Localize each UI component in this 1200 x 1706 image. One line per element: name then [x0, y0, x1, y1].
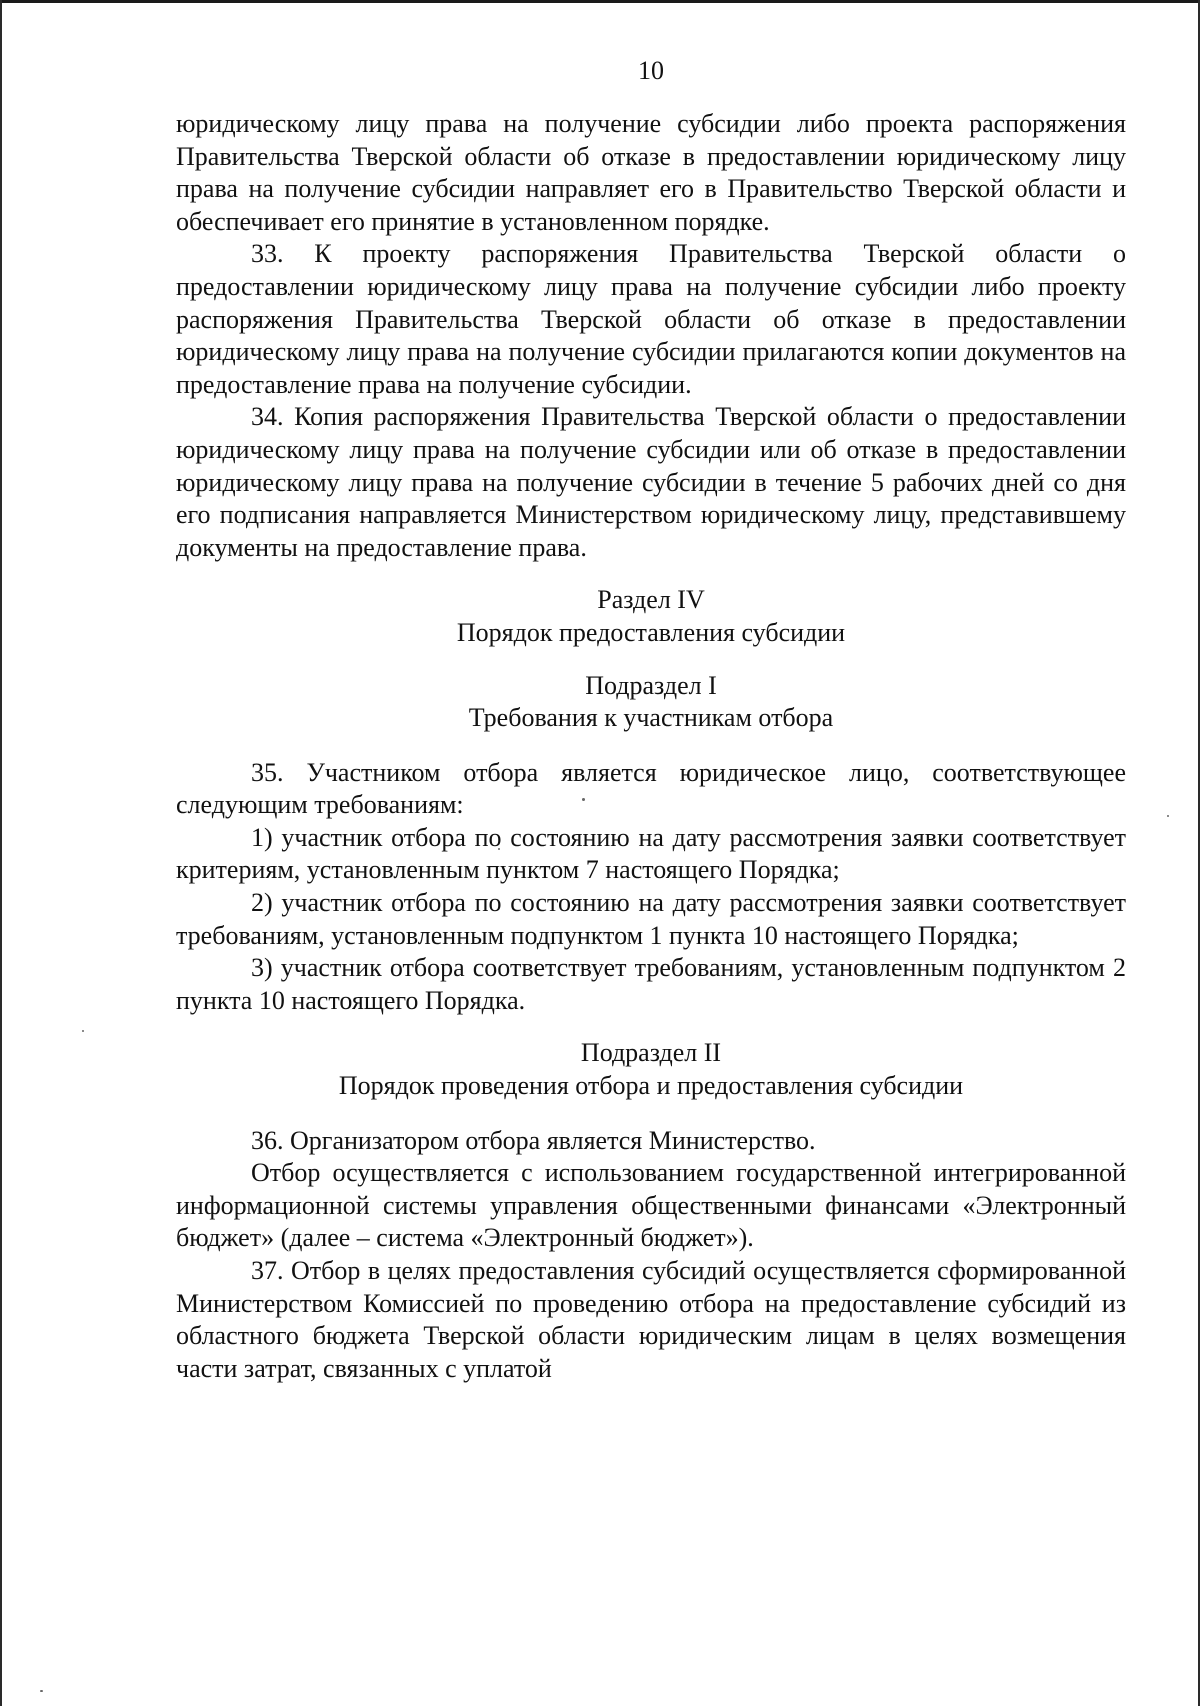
- scan-speck: [1167, 815, 1169, 817]
- paragraph-35: 35. Участником отбора является юридическое лицо, соответствующее следующим требованиям:: [176, 757, 1126, 820]
- subsection-2-title: Подраздел II: [580, 1038, 722, 1068]
- section-iv-title: Раздел IV: [597, 585, 705, 615]
- page-number: 10: [638, 56, 664, 85]
- scan-speck: [40, 1690, 43, 1692]
- paragraph-33: 33. К проекту распоряжения Правительства Тверской области о предоставлении юридическому лицу права на получение субсидии либо проекту распоряжения Правительства Тверской области об отказе в предоставлении юридическому лицу права на получение субсидии прилагаются копии документов на предоставление права на получение субсидии.: [176, 239, 1126, 399]
- paragraph-36-continued: Отбор осуществляется с использованием государственной интегрированной информационной системы управления общественными финансами «Электронный бюджет» (далее – система «Электронный бюджет»).: [176, 1158, 1126, 1253]
- paragraph-35-item-1: 1) участник отбора по состоянию на дату рассмотрения заявки соответствует критериям, установленным пунктом 7 настоящего Порядка;: [176, 822, 1126, 885]
- scan-edge-top: [0, 0, 1200, 3]
- paragraph-34: 34. Копия распоряжения Правительства Тверской области о предоставлении юридическому лицу права на получение субсидии или об отказе в предоставлении юридическому лицу права на получение субсидии в течение 5 рабочих дней со дня его подписания направляется Министерством юридическому лицу, представившему документы на предоставление права.: [176, 402, 1126, 562]
- subsection-2-subtitle: Порядок проведения отбора и предоставления субсидии: [338, 1071, 964, 1101]
- paragraph-continuation: юридическому лицу права на получение субсидии либо проекта распоряжения Правительства Тверской области об отказе в предоставлении юридическому лицу права на получение субсидии направляет его в Правительство Тверской области и обеспечивает его принятие в установленном порядке.: [176, 109, 1126, 236]
- scan-speck: [82, 1030, 84, 1032]
- paragraph-37: 37. Отбор в целях предоставления субсидий осуществляется сформированной Министерством Комиссией по проведению отбора на предоставление субсидий из областного бюджета Тверской области юридическим лицам в целях возмещения части затрат, связанных с уплатой: [176, 1256, 1126, 1383]
- scan-edge-left: [0, 0, 2, 1706]
- section-iv-subtitle: Порядок предоставления субсидии: [456, 617, 846, 647]
- document-page: [176, 56, 1126, 1385]
- subsection-1-subtitle: Требования к участникам отбора: [468, 703, 834, 733]
- paragraph-36: 36. Организатором отбора является Министерство.: [251, 1125, 816, 1155]
- paragraph-35-item-2: 2) участник отбора по состоянию на дату рассмотрения заявки соответствует требованиям, установленным подпунктом 1 пункта 10 настоящего Порядка;: [176, 888, 1126, 950]
- subsection-1-title: Подраздел I: [585, 670, 717, 700]
- paragraph-35-item-3: 3) участник отбора соответствует требованиям, установленным подпунктом 2 пункта 10 настоящего Порядка.: [176, 953, 1126, 1015]
